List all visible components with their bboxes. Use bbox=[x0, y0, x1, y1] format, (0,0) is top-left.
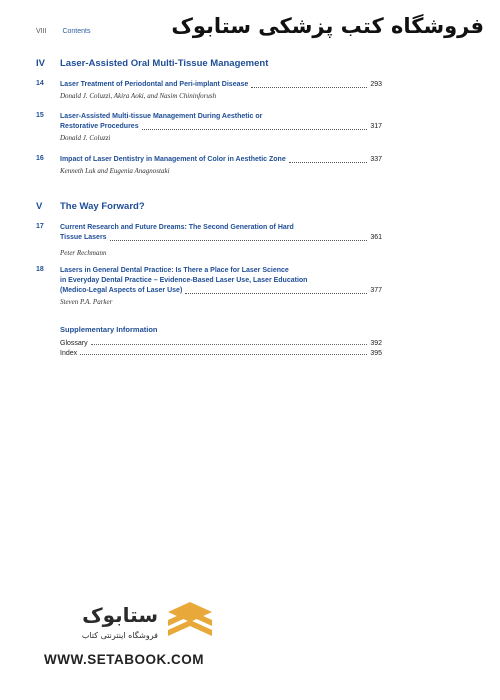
toc-entry-glossary[interactable]: Glossary 392 bbox=[60, 340, 382, 347]
toc-entry-16[interactable]: 16 Impact of Laser Dentistry in Management of Color in Aesthetic Zone 337 Kenneth Luk and Eugenia Anagnostaki bbox=[36, 155, 382, 175]
section-label: Contents bbox=[62, 28, 91, 35]
chapter-authors: Peter Rechmann bbox=[60, 249, 107, 257]
chapter-authors: Kenneth Luk and Eugenia Anagnostaki bbox=[60, 167, 170, 175]
toc-entry-index[interactable]: Index 395 bbox=[60, 350, 382, 357]
chapter-authors: Donald J. Coluzzi, Akira Aoki, and Nasim Chininforush bbox=[60, 92, 217, 100]
book-chevron-icon bbox=[168, 602, 212, 636]
page-ref: 392 bbox=[370, 340, 382, 347]
store-url: WWW.SETABOOK.COM bbox=[44, 652, 204, 667]
toc-entry-14[interactable]: 14 Laser Treatment of Periodontal and Peri-implant Disease 293 Donald J. Coluzzi, Akira Aoki, and Nasim Chininforush bbox=[36, 80, 382, 100]
page-ref: 377 bbox=[370, 287, 382, 294]
supplementary-section bbox=[60, 325, 382, 360]
page-number: VIII bbox=[36, 28, 47, 35]
setabook-logo bbox=[40, 598, 220, 644]
page-ref: 395 bbox=[370, 350, 382, 357]
running-header bbox=[36, 28, 91, 35]
toc-entry-17[interactable]: 17 Current Research and Future Dreams: The Second Generation of Hard Tissue Lasers 361 Peter Rechmann bbox=[36, 223, 382, 257]
page-ref: 337 bbox=[370, 156, 382, 163]
supplementary-heading: Supplementary Information bbox=[60, 325, 158, 334]
store-title: فروشگاه کتب پزشکی ستابوک bbox=[171, 14, 484, 38]
part-heading-iv: IV Laser-Assisted Oral Multi-Tissue Management bbox=[36, 58, 269, 69]
part-heading-v: V The Way Forward? bbox=[36, 201, 145, 212]
logo-wordmark: ستابوک bbox=[82, 603, 158, 627]
page-ref: 317 bbox=[370, 123, 382, 130]
chapter-authors: Steven P.A. Parker bbox=[60, 298, 113, 306]
toc-entry-15[interactable]: 15 Laser-Assisted Multi-tissue Management During Aesthetic or Restorative Procedures 317 Donald J. Coluzzi bbox=[36, 112, 382, 142]
logo-subtitle: فروشگاه اینترنتی کتاب bbox=[81, 631, 158, 640]
page-ref: 293 bbox=[370, 81, 382, 88]
chapter-authors: Donald J. Coluzzi bbox=[60, 134, 111, 142]
toc-entry-18[interactable]: 18 Lasers in General Dental Practice: Is There a Place for Laser Science in Everyday Dental Practice – Evidence-Based Laser Use, Laser Education (Medico-Legal Aspects of Laser Use) 377 Steven P.A. Parker bbox=[36, 266, 382, 306]
page-ref: 361 bbox=[370, 234, 382, 241]
